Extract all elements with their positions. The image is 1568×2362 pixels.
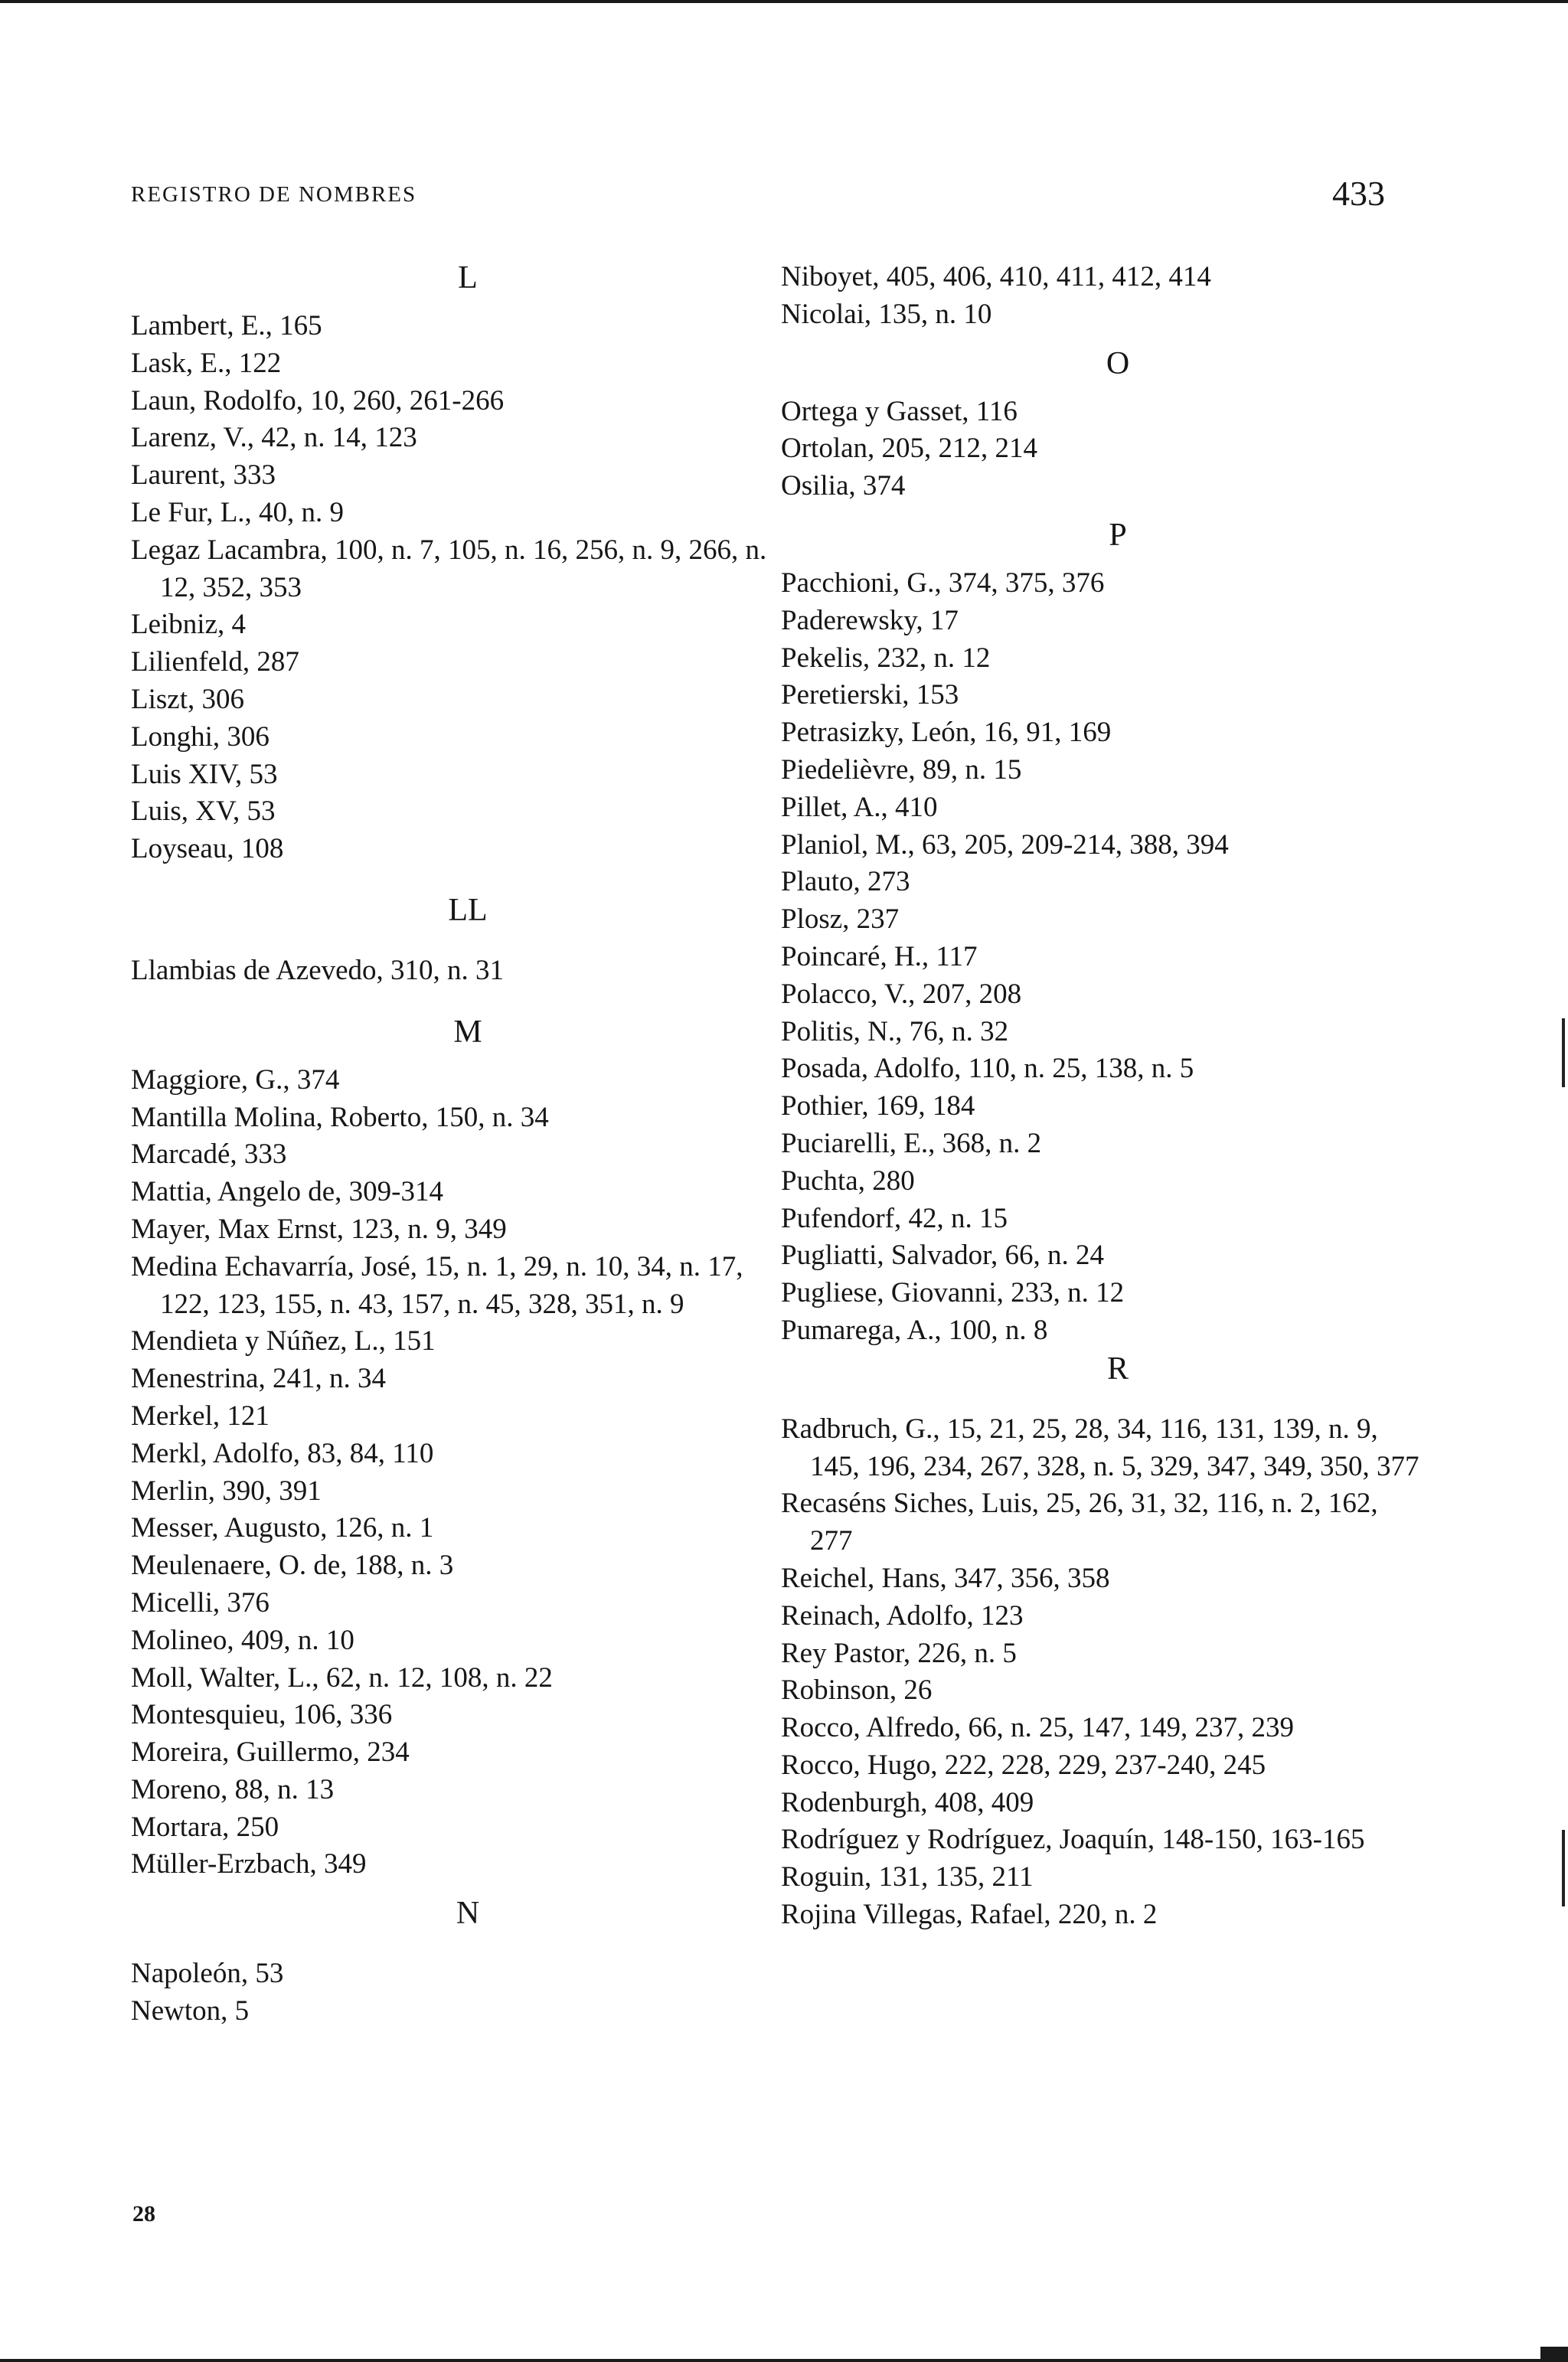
section-letter-L: L	[458, 260, 478, 296]
index-entry: Medina Echavarría, José, 15, n. 1, 29, n. 10, 34, n. 17, 122, 123, 155, n. 43, 157, n. 45, 328, 351, n. 9	[131, 1250, 743, 1320]
index-entry: Pillet, A., 410	[781, 791, 938, 823]
index-entry: Ortega y Gasset, 116	[781, 395, 1018, 427]
index-entry: Moreno, 88, n. 13	[131, 1773, 335, 1805]
section-letter-M: M	[453, 1014, 482, 1050]
index-entry: Mendieta y Núñez, L., 151	[131, 1325, 436, 1357]
running-title: REGISTRO DE NOMBRES	[131, 182, 417, 207]
section-P-entries	[781, 565, 1455, 1350]
index-entry: Lask, E., 122	[131, 347, 282, 379]
scan-bottom-border	[0, 2359, 1568, 2362]
index-column-right	[781, 259, 1455, 1934]
index-entry: Posada, Adolfo, 110, n. 25, 138, n. 5	[781, 1053, 1194, 1085]
index-entry: Paderewsky, 17	[781, 604, 959, 636]
index-entry: Pacchioni, G., 374, 375, 376	[781, 567, 1105, 599]
index-entry: Piedelièvre, 89, n. 15	[781, 753, 1022, 786]
index-entry: Plosz, 237	[781, 903, 900, 936]
index-entry: Loyseau, 108	[131, 833, 284, 865]
scan-margin-mark	[1562, 1830, 1565, 1906]
index-entry: Lambert, E., 165	[131, 310, 322, 341]
index-entry: Llambias de Azevedo, 310, n. 31	[131, 954, 505, 986]
index-entry: Poincaré, H., 117	[781, 940, 978, 972]
index-entry: Mortara, 250	[131, 1811, 279, 1843]
index-entry: Rocco, Alfredo, 66, n. 25, 147, 149, 237, 239	[781, 1712, 1295, 1744]
scan-top-border	[0, 0, 1568, 3]
index-entry: Reinach, Adolfo, 123	[781, 1599, 1024, 1632]
section-letter-LL: LL	[448, 892, 488, 928]
section-O-entries	[781, 394, 1455, 505]
index-entry: Luis, XV, 53	[131, 796, 276, 828]
index-entry: Robinson, 26	[781, 1674, 933, 1707]
index-entry: Laun, Rodolfo, 10, 260, 261-266	[131, 384, 505, 417]
index-entry: Molineo, 409, n. 10	[131, 1624, 354, 1656]
index-entry: Maggiore, G., 374	[131, 1063, 340, 1096]
index-entry: Roguin, 131, 135, 211	[781, 1861, 1034, 1893]
index-entry: Meulenaere, O. de, 188, n. 3	[131, 1550, 454, 1582]
page-number: 433	[1332, 174, 1385, 213]
index-entry: Puciarelli, E., 368, n. 2	[781, 1127, 1042, 1159]
index-entry: Pufendorf, 42, n. 15	[781, 1202, 1008, 1234]
index-entry: Newton, 5	[131, 1995, 250, 2027]
index-entry: Pothier, 169, 184	[781, 1090, 975, 1122]
index-entry: Radbruch, G., 15, 21, 25, 28, 34, 116, 131, 139, n. 9, 145, 196, 234, 267, 328, n. 5, 329, 347, 349, 350, 377	[781, 1413, 1419, 1482]
index-entry: Marcadé, 333	[131, 1139, 287, 1171]
index-entry: Napoleón, 53	[131, 1958, 284, 1990]
index-entry: Montesquieu, 106, 336	[131, 1699, 393, 1731]
index-entry: Le Fur, L., 40, n. 9	[131, 496, 345, 528]
index-entry: Pekelis, 232, n. 12	[781, 642, 991, 674]
section-letter-R: R	[1106, 1351, 1129, 1387]
section-N-entries	[131, 1955, 805, 2030]
index-entry: Rodríguez y Rodríguez, Joaquín, 148-150, 163-165	[781, 1824, 1365, 1856]
scan-corner-mark	[1540, 2347, 1568, 2362]
index-entry: Politis, N., 76, n. 32	[781, 1015, 1009, 1047]
index-entry: Laurent, 333	[131, 459, 276, 492]
section-M-entries	[131, 1062, 805, 1884]
index-entry: Leibniz, 4	[131, 609, 247, 641]
index-entry: Merkl, Adolfo, 83, 84, 110	[131, 1437, 434, 1469]
index-entry: Petrasizky, León, 16, 91, 169	[781, 717, 1112, 749]
section-L-entries	[131, 308, 805, 868]
index-entry: Osilia, 374	[781, 470, 906, 502]
index-entry: Müller-Erzbach, 349	[131, 1848, 367, 1880]
index-entry: Messer, Augusto, 126, n. 1	[131, 1512, 434, 1544]
index-entry: Longhi, 306	[131, 720, 270, 753]
section-letter-N: N	[456, 1896, 480, 1932]
index-entry: Rey Pastor, 226, n. 5	[781, 1637, 1017, 1669]
index-entry: Mattia, Angelo de, 309-314	[131, 1176, 443, 1208]
index-entry: Pugliese, Giovanni, 233, n. 12	[781, 1277, 1125, 1309]
scan-margin-mark	[1562, 1018, 1565, 1087]
index-entry: Peretierski, 153	[781, 679, 959, 711]
index-entry: Mayer, Max Ernst, 123, n. 9, 349	[131, 1213, 507, 1245]
index-entry: Puchta, 280	[781, 1165, 915, 1197]
index-entry: Luis XIV, 53	[131, 758, 278, 790]
section-R-entries	[781, 1411, 1455, 1934]
index-entry: Recaséns Siches, Luis, 25, 26, 31, 32, 116, n. 2, 162, 277	[781, 1488, 1378, 1557]
index-entry: Polacco, V., 207, 208	[781, 978, 1022, 1010]
index-entry: Moll, Walter, L., 62, n. 12, 108, n. 22	[131, 1661, 553, 1694]
index-entry: Larenz, V., 42, n. 14, 123	[131, 422, 417, 454]
index-entry: Nicolai, 135, n. 10	[781, 298, 992, 330]
section-N-continued-entries	[781, 259, 1455, 334]
index-entry: Merlin, 390, 391	[131, 1475, 322, 1507]
index-entry: Rojina Villegas, Rafael, 220, n. 2	[781, 1899, 1158, 1931]
index-entry: Mantilla Molina, Roberto, 150, n. 34	[131, 1101, 549, 1133]
index-entry: Pumarega, A., 100, n. 8	[781, 1314, 1048, 1346]
index-entry: Liszt, 306	[131, 683, 244, 715]
index-entry: Moreira, Guillermo, 234	[131, 1736, 410, 1769]
index-entry: Plauto, 273	[781, 866, 910, 898]
index-entry: Lilienfeld, 287	[131, 646, 299, 678]
section-letter-P: P	[1109, 517, 1127, 553]
index-entry: Niboyet, 405, 406, 410, 411, 412, 414	[781, 261, 1211, 292]
index-entry: Reichel, Hans, 347, 356, 358	[781, 1562, 1110, 1594]
index-entry: Ortolan, 205, 212, 214	[781, 433, 1038, 465]
signature-mark: 28	[132, 2201, 155, 2226]
section-letter-O: O	[1106, 345, 1130, 381]
index-column-left	[131, 259, 805, 2030]
index-entry: Rocco, Hugo, 222, 228, 229, 237-240, 245	[781, 1749, 1266, 1781]
index-entry: Micelli, 376	[131, 1586, 270, 1619]
index-entry: Planiol, M., 63, 205, 209-214, 388, 394	[781, 828, 1229, 861]
index-entry: Legaz Lacambra, 100, n. 7, 105, n. 16, 256, n. 9, 266, n. 12, 352, 353	[131, 534, 767, 603]
index-entry: Rodenburgh, 408, 409	[781, 1786, 1034, 1818]
index-entry: Pugliatti, Salvador, 66, n. 24	[781, 1240, 1104, 1272]
index-entry: Merkel, 121	[131, 1400, 270, 1432]
index-entry: Menestrina, 241, n. 34	[131, 1363, 386, 1395]
